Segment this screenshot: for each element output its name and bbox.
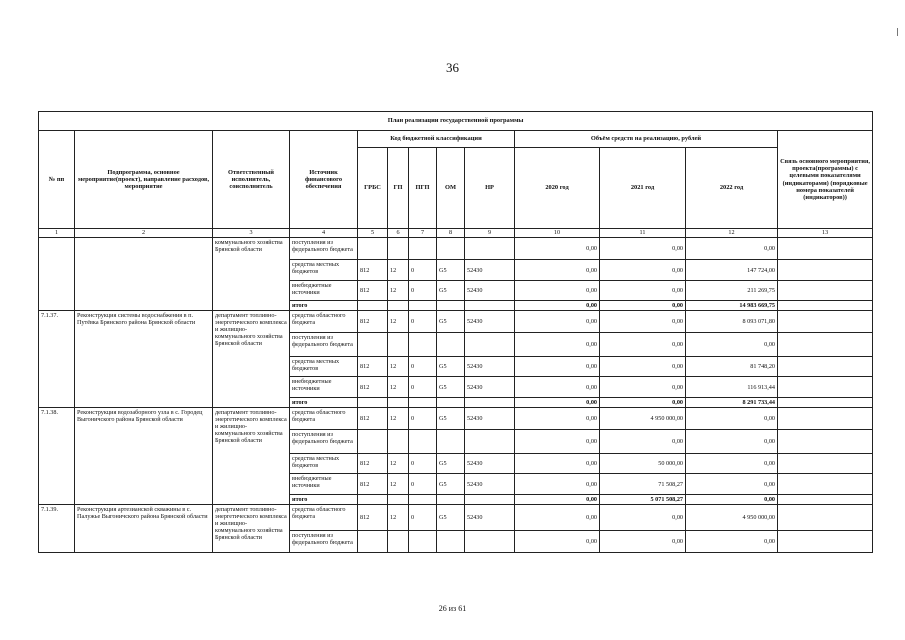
amount-y2021: 0,00 <box>600 238 686 260</box>
amount-y2020: 0,00 <box>515 301 600 311</box>
row-source: внебюджетные источники <box>290 474 358 495</box>
amount-y2022: 0,00 <box>686 430 778 454</box>
amount-y2020: 0,00 <box>515 531 600 553</box>
column-number: 7 <box>409 229 437 238</box>
code-pgp: 0 <box>409 408 437 430</box>
code-om <box>437 301 465 311</box>
amount-y2022: 0,00 <box>686 408 778 430</box>
row-executor: департамент топливно-энергетического комплекса и жилищно-коммунального хозяйства Брянской области <box>213 505 290 553</box>
row-link <box>778 333 873 357</box>
code-grbs <box>358 301 388 311</box>
column-numbers-row <box>39 229 873 238</box>
amount-y2021: 50 000,00 <box>600 454 686 474</box>
code-grbs: 812 <box>358 281 388 301</box>
row-link <box>778 474 873 495</box>
header-gp: ГП <box>388 148 409 229</box>
row-source: поступления из федерального бюджета <box>290 333 358 357</box>
code-gp <box>388 333 409 357</box>
code-grbs <box>358 531 388 553</box>
amount-y2020: 0,00 <box>515 454 600 474</box>
header-2022: 2022 год <box>686 148 778 229</box>
code-om: G5 <box>437 505 465 531</box>
amount-y2020: 0,00 <box>515 311 600 333</box>
amount-y2020: 0,00 <box>515 333 600 357</box>
row-executor: департамент топливно-энергетического комплекса и жилищно-коммунального хозяйства Брянской области <box>213 311 290 408</box>
code-nr <box>465 430 515 454</box>
code-om: G5 <box>437 260 465 281</box>
row-link <box>778 260 873 281</box>
amount-y2021: 5 071 508,27 <box>600 495 686 505</box>
amount-y2020: 0,00 <box>515 495 600 505</box>
code-grbs: 812 <box>358 505 388 531</box>
header-executor: Ответственный исполнитель, соисполнитель <box>213 131 290 229</box>
code-om <box>437 430 465 454</box>
code-gp <box>388 495 409 505</box>
amount-y2021: 0,00 <box>600 301 686 311</box>
column-number: 2 <box>75 229 213 238</box>
row-name: Реконструкция водозаборного узла в с. Городец Выгоничского района Брянской области <box>75 408 213 505</box>
amount-y2022: 0,00 <box>686 238 778 260</box>
amount-y2022: 0,00 <box>686 474 778 495</box>
amount-y2020: 0,00 <box>515 238 600 260</box>
code-gp: 12 <box>388 260 409 281</box>
code-om <box>437 531 465 553</box>
column-number: 9 <box>465 229 515 238</box>
code-om <box>437 333 465 357</box>
row-link <box>778 281 873 301</box>
row-link <box>778 377 873 398</box>
header-nr: НР <box>465 148 515 229</box>
amount-y2020: 0,00 <box>515 430 600 454</box>
code-grbs <box>358 430 388 454</box>
header-2020: 2020 год <box>515 148 600 229</box>
amount-y2021: 0,00 <box>600 311 686 333</box>
code-grbs: 812 <box>358 474 388 495</box>
row-link <box>778 238 873 260</box>
row-source: итого <box>290 495 358 505</box>
row-source: средства областного бюджета <box>290 311 358 333</box>
amount-y2020: 0,00 <box>515 398 600 408</box>
amount-y2022: 0,00 <box>686 454 778 474</box>
amount-y2020: 0,00 <box>515 377 600 398</box>
amount-y2022: 0,00 <box>686 333 778 357</box>
code-gp: 12 <box>388 408 409 430</box>
table-row <box>39 238 873 260</box>
code-gp <box>388 531 409 553</box>
code-pgp <box>409 333 437 357</box>
row-number <box>39 238 75 311</box>
table-row <box>39 408 873 430</box>
row-executor: департамент топливно-энергетического комплекса и жилищно-коммунального хозяйства Брянской области <box>213 408 290 505</box>
code-gp <box>388 430 409 454</box>
code-gp: 12 <box>388 357 409 377</box>
row-link <box>778 430 873 454</box>
amount-y2022: 8 093 071,80 <box>686 311 778 333</box>
amount-y2021: 0,00 <box>600 398 686 408</box>
code-nr <box>465 531 515 553</box>
header-name: Подпрограмма, основное мероприятие(проект), направление расходов, мероприятие <box>75 131 213 229</box>
header-budget-class: Код бюджетной классификации <box>358 131 515 148</box>
row-number: 7.1.39. <box>39 505 75 553</box>
code-gp: 12 <box>388 505 409 531</box>
row-source: поступления из федерального бюджета <box>290 238 358 260</box>
code-pgp: 0 <box>409 260 437 281</box>
code-nr <box>465 398 515 408</box>
amount-y2022: 14 983 669,75 <box>686 301 778 311</box>
code-grbs <box>358 238 388 260</box>
amount-y2021: 0,00 <box>600 377 686 398</box>
amount-y2021: 0,00 <box>600 430 686 454</box>
code-grbs: 812 <box>358 260 388 281</box>
amount-y2022: 116 913,44 <box>686 377 778 398</box>
table-row <box>39 505 873 531</box>
code-nr: 52430 <box>465 454 515 474</box>
column-number: 13 <box>778 229 873 238</box>
row-source: поступления из федерального бюджета <box>290 430 358 454</box>
table-title: План реализации государственной программы <box>39 112 873 131</box>
table-row <box>39 311 873 333</box>
code-pgp <box>409 531 437 553</box>
code-grbs <box>358 398 388 408</box>
row-source: средства областного бюджета <box>290 408 358 430</box>
page-edge-mark <box>897 28 898 36</box>
code-nr <box>465 333 515 357</box>
column-number: 1 <box>39 229 75 238</box>
header-volume: Объём средств на реализацию, рублей <box>515 131 778 148</box>
amount-y2020: 0,00 <box>515 357 600 377</box>
amount-y2021: 0,00 <box>600 505 686 531</box>
amount-y2021: 0,00 <box>600 281 686 301</box>
code-grbs: 812 <box>358 454 388 474</box>
header-grbs: ГРБС <box>358 148 388 229</box>
code-grbs: 812 <box>358 357 388 377</box>
code-gp <box>388 398 409 408</box>
code-om: G5 <box>437 454 465 474</box>
code-pgp: 0 <box>409 357 437 377</box>
header-source: Источник финансового обеспечения <box>290 131 358 229</box>
row-link <box>778 505 873 531</box>
row-link <box>778 357 873 377</box>
row-link <box>778 454 873 474</box>
row-name: Реконструкция системы водоснабжения в п. Путёвка Брянского района Брянской области <box>75 311 213 408</box>
code-grbs <box>358 495 388 505</box>
code-om: G5 <box>437 377 465 398</box>
code-pgp <box>409 301 437 311</box>
amount-y2022: 81 748,20 <box>686 357 778 377</box>
code-grbs: 812 <box>358 408 388 430</box>
code-pgp <box>409 398 437 408</box>
header-pgp: ПГП <box>409 148 437 229</box>
code-pgp <box>409 430 437 454</box>
code-grbs: 812 <box>358 377 388 398</box>
code-gp: 12 <box>388 281 409 301</box>
amount-y2022: 0,00 <box>686 531 778 553</box>
amount-y2020: 0,00 <box>515 505 600 531</box>
code-nr: 52430 <box>465 474 515 495</box>
code-gp: 12 <box>388 474 409 495</box>
column-number: 12 <box>686 229 778 238</box>
page-footer: 26 из 61 <box>438 604 467 613</box>
column-number: 10 <box>515 229 600 238</box>
row-link <box>778 398 873 408</box>
header-om: ОМ <box>437 148 465 229</box>
code-nr: 52430 <box>465 357 515 377</box>
amount-y2021: 0,00 <box>600 333 686 357</box>
header-num: № пп <box>39 131 75 229</box>
row-link <box>778 301 873 311</box>
column-number: 11 <box>600 229 686 238</box>
amount-y2021: 0,00 <box>600 260 686 281</box>
row-link <box>778 531 873 553</box>
row-executor: коммунального хозяйства Брянской области <box>213 238 290 311</box>
row-source: средства местных бюджетов <box>290 357 358 377</box>
code-nr: 52430 <box>465 281 515 301</box>
code-pgp <box>409 238 437 260</box>
header-link: Связь основного мероприятия, проекта(программы) с целевыми показателями (индикаторами) (порядковые номера показателей (индикаторов)) <box>778 131 873 229</box>
code-om <box>437 398 465 408</box>
amount-y2020: 0,00 <box>515 474 600 495</box>
row-source: поступления из федерального бюджета <box>290 531 358 553</box>
row-link <box>778 408 873 430</box>
amount-y2022: 4 950 000,00 <box>686 505 778 531</box>
code-nr: 52430 <box>465 408 515 430</box>
code-pgp: 0 <box>409 474 437 495</box>
amount-y2021: 0,00 <box>600 531 686 553</box>
row-link <box>778 311 873 333</box>
amount-y2022: 8 291 733,44 <box>686 398 778 408</box>
code-om <box>437 238 465 260</box>
code-grbs: 812 <box>358 311 388 333</box>
code-pgp: 0 <box>409 454 437 474</box>
page-number: 36 <box>446 60 459 75</box>
code-pgp: 0 <box>409 311 437 333</box>
amount-y2022: 147 724,00 <box>686 260 778 281</box>
row-number: 7.1.37. <box>39 311 75 408</box>
code-nr <box>465 301 515 311</box>
code-gp: 12 <box>388 377 409 398</box>
amount-y2021: 4 950 000,00 <box>600 408 686 430</box>
code-pgp: 0 <box>409 377 437 398</box>
amount-y2021: 71 508,27 <box>600 474 686 495</box>
code-pgp: 0 <box>409 505 437 531</box>
code-nr <box>465 495 515 505</box>
row-source: внебюджетные источники <box>290 281 358 301</box>
column-number: 4 <box>290 229 358 238</box>
code-nr: 52430 <box>465 260 515 281</box>
row-name <box>75 238 213 311</box>
amount-y2022: 211 269,75 <box>686 281 778 301</box>
amount-y2022: 0,00 <box>686 495 778 505</box>
amount-y2020: 0,00 <box>515 408 600 430</box>
code-om: G5 <box>437 357 465 377</box>
column-number: 5 <box>358 229 388 238</box>
code-gp <box>388 238 409 260</box>
amount-y2021: 0,00 <box>600 357 686 377</box>
row-source: итого <box>290 301 358 311</box>
row-source: средства областного бюджета <box>290 505 358 531</box>
row-source: внебюджетные источники <box>290 377 358 398</box>
row-source: итого <box>290 398 358 408</box>
code-om <box>437 495 465 505</box>
code-gp: 12 <box>388 454 409 474</box>
code-grbs <box>358 333 388 357</box>
header-2021: 2021 год <box>600 148 686 229</box>
row-name: Реконструкция артезианской скважины в с. Палужье Выгоничского района Брянской области <box>75 505 213 553</box>
row-source: средства местных бюджетов <box>290 454 358 474</box>
code-nr: 52430 <box>465 377 515 398</box>
code-gp <box>388 301 409 311</box>
row-source: средства местных бюджетов <box>290 260 358 281</box>
column-number: 3 <box>213 229 290 238</box>
code-om: G5 <box>437 474 465 495</box>
column-number: 8 <box>437 229 465 238</box>
code-om: G5 <box>437 281 465 301</box>
column-number: 6 <box>388 229 409 238</box>
amount-y2020: 0,00 <box>515 260 600 281</box>
program-plan-table <box>38 111 873 553</box>
code-om: G5 <box>437 408 465 430</box>
code-nr <box>465 238 515 260</box>
code-nr: 52430 <box>465 505 515 531</box>
code-om: G5 <box>437 311 465 333</box>
code-pgp <box>409 495 437 505</box>
code-gp: 12 <box>388 311 409 333</box>
code-pgp: 0 <box>409 281 437 301</box>
row-link <box>778 495 873 505</box>
code-nr: 52430 <box>465 311 515 333</box>
row-number: 7.1.38. <box>39 408 75 505</box>
amount-y2020: 0,00 <box>515 281 600 301</box>
